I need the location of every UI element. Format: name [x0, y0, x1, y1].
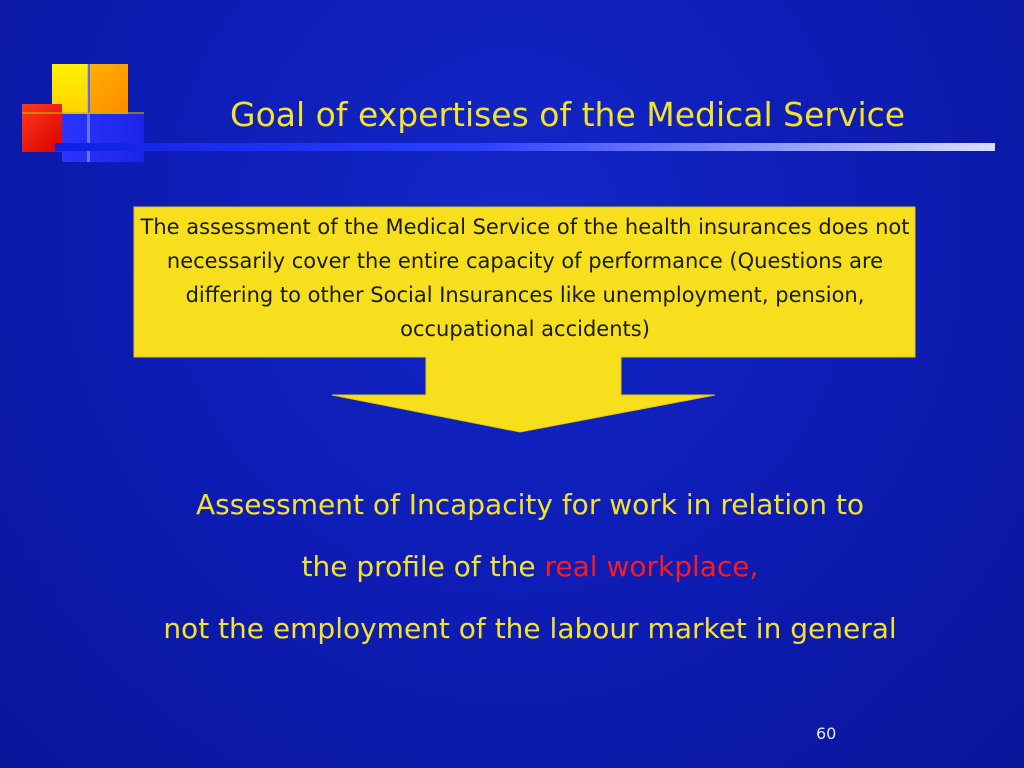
callout-text: The assessment of the Medical Service of the health insurances does not necessarily cover the entire capacity of performance (Questions are differing to other Social Insurances like unemployment, pension, occupational accidents) — [140, 215, 910, 341]
statement-line-1: Assessment of Incapacity for work in relation to — [195, 488, 865, 521]
statement-line-3: not the employment of the labour market in general — [163, 612, 897, 645]
slide-title: Goal of expertises of the Medical Service — [230, 95, 906, 134]
page-number: 60 — [816, 724, 837, 743]
statement-highlight: real workplace, — [544, 550, 759, 583]
statement-line-2-text: the profile of the — [301, 550, 545, 583]
statement-line-2 — [60, 550, 1000, 583]
